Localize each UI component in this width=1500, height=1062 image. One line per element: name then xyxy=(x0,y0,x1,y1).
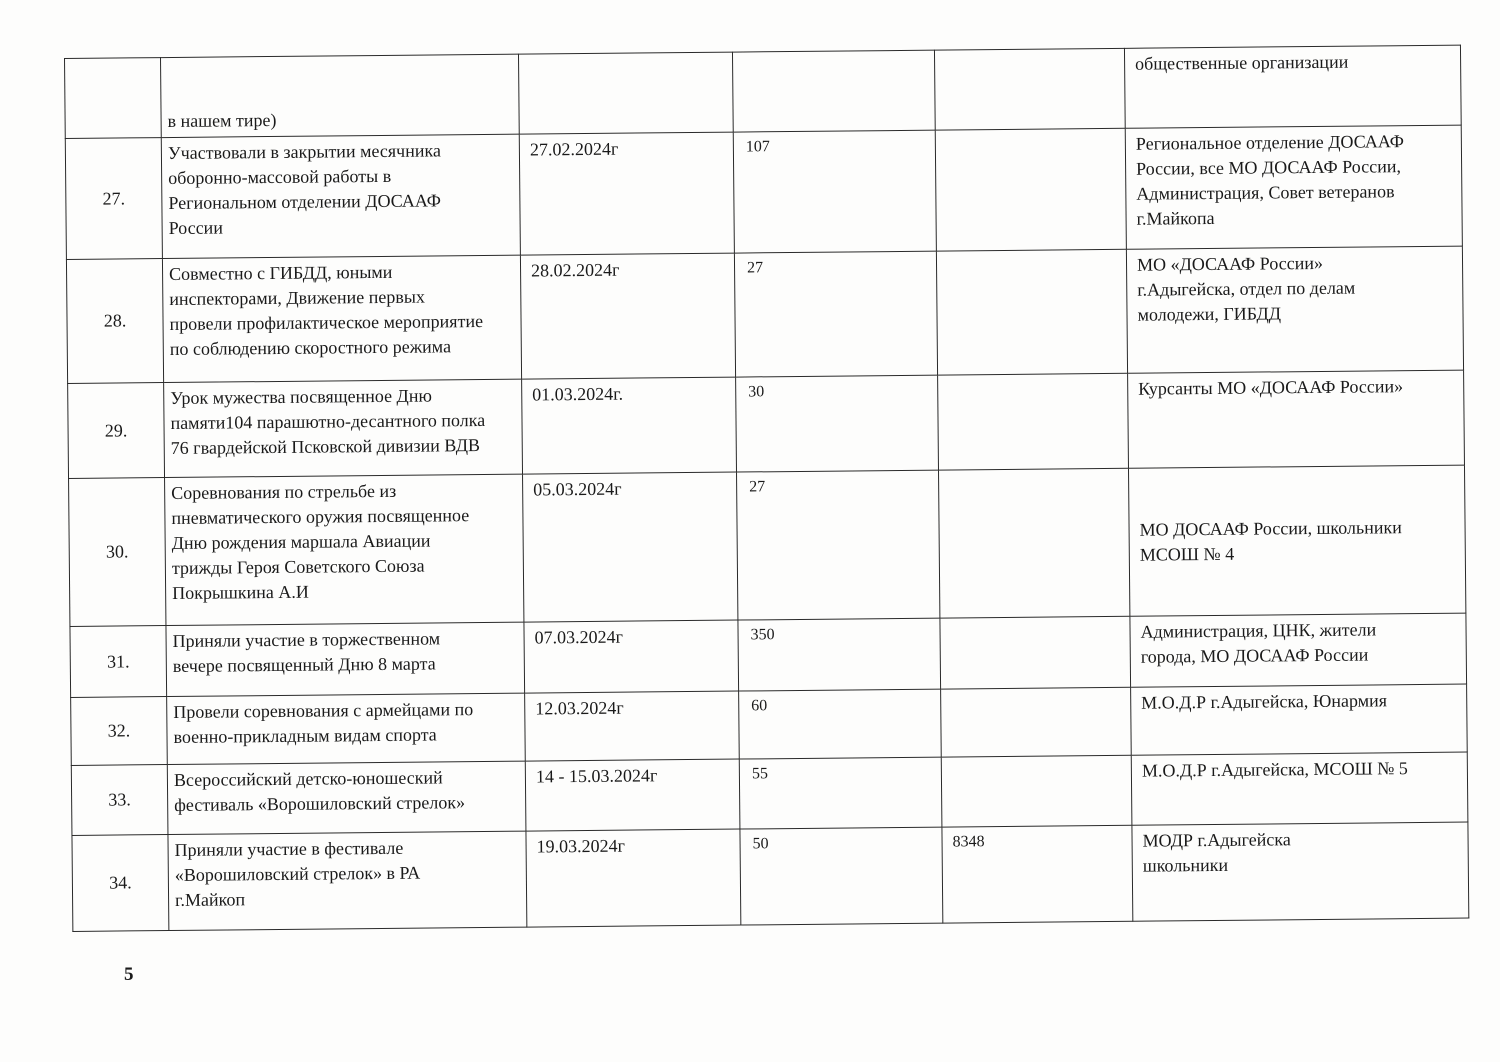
organization-line: Администрация, Совет ветеранов xyxy=(1136,181,1395,204)
event-description-cell xyxy=(161,134,520,258)
events-table-body xyxy=(65,45,1469,931)
event-line: трижды Героя Советского Союза xyxy=(171,555,425,578)
event-line: Приняли участие в фестивале xyxy=(174,837,404,860)
participants-count-cell: 27 xyxy=(734,251,937,377)
participants-count-cell xyxy=(732,50,935,132)
event-description-cell xyxy=(167,693,526,764)
event-line: инспекторами, Движение первых xyxy=(169,286,426,309)
page-number: 5 xyxy=(124,964,134,985)
event-line: военно-прикладным видам спорта xyxy=(173,724,437,747)
organization-line: Администрация, ЦНК, жители xyxy=(1140,619,1377,642)
events-table xyxy=(64,45,1469,932)
event-description-cell xyxy=(165,474,524,625)
event-line: по соблюдению скоростного режима xyxy=(169,336,452,359)
row-number-cell: 34. xyxy=(72,835,169,932)
date-cell: 19.03.2024г xyxy=(526,829,741,927)
date-cell: 27.02.2024г xyxy=(519,132,734,255)
extra-value-cell xyxy=(935,128,1126,251)
table-row xyxy=(71,752,1468,835)
row-number-cell: 30. xyxy=(69,478,166,627)
organization-line: Региональное отделение ДОСААФ xyxy=(1135,131,1405,154)
organizations-cell xyxy=(1132,822,1469,921)
organizations-cell xyxy=(1124,45,1461,128)
event-line: Провели соревнования с армейцами по xyxy=(173,699,474,722)
organization-line: молодежи, ГИБДД xyxy=(1137,303,1282,325)
extra-value-cell xyxy=(938,373,1129,470)
organization-line: М.О.Д.Р г.Адыгейска, Юнармия xyxy=(1141,690,1388,713)
event-line: Региональном отделении ДОСААФ xyxy=(168,190,442,214)
extra-value-cell: 8348 xyxy=(942,825,1133,923)
table-row xyxy=(72,822,1469,931)
organizations-cell xyxy=(1125,125,1462,249)
event-description-cell xyxy=(164,379,523,477)
event-line: вечере посвященный Дню 8 марта xyxy=(172,653,436,676)
organizations-cell xyxy=(1131,752,1468,825)
event-line: пневматического оружия посвященное xyxy=(171,505,470,528)
organization-line: школьники xyxy=(1142,854,1229,876)
organizations-cell xyxy=(1131,684,1468,755)
event-line: 76 гвардейской Псковской дивизии ВДВ xyxy=(170,435,481,458)
event-description-cell xyxy=(168,831,527,930)
event-line: фестиваль «Ворошиловский стрелок» xyxy=(174,792,466,815)
event-line: Урок мужества посвященное Дню xyxy=(170,385,432,408)
organization-line: г.Майкопа xyxy=(1136,207,1215,229)
organizations-cell xyxy=(1130,613,1467,687)
table-row xyxy=(66,246,1463,383)
event-line: г.Майкоп xyxy=(174,889,246,910)
event-description-cell xyxy=(162,255,521,382)
date-cell: 28.02.2024г xyxy=(520,253,735,379)
extra-value-cell xyxy=(940,616,1131,689)
organization-line: города, МО ДОСААФ России xyxy=(1140,644,1369,667)
table-row xyxy=(68,370,1465,478)
date-cell: 01.03.2024г. xyxy=(522,377,737,474)
participants-count-cell: 27 xyxy=(737,470,940,620)
event-line: России xyxy=(168,217,223,239)
row-number-cell: 33. xyxy=(71,765,168,836)
organizations-cell xyxy=(1126,246,1463,373)
organization-line: МОДР г.Адыгейска xyxy=(1142,829,1291,851)
extra-value-cell xyxy=(941,687,1132,757)
row-number-cell: 32. xyxy=(71,697,168,766)
organization-line: г.Адыгейска, отдел по делам xyxy=(1137,277,1356,300)
extra-value-cell xyxy=(941,755,1132,827)
event-line: оборонно-массовой работы в xyxy=(168,165,392,189)
event-description-cell xyxy=(166,622,525,696)
date-cell: 14 - 15.03.2024г xyxy=(525,759,740,831)
event-description-cell xyxy=(167,761,526,834)
participants-count-cell: 55 xyxy=(739,757,942,829)
organization-line: России, все МО ДОСААФ России, xyxy=(1136,156,1401,179)
row-number-cell: 28. xyxy=(66,259,163,384)
organization-line: МО ДОСААФ России, школьники xyxy=(1139,516,1402,540)
extra-value-cell xyxy=(938,468,1129,618)
table-row-continuation xyxy=(65,45,1462,138)
row-number-cell: 27. xyxy=(65,138,162,260)
event-line: Приняли участие в торжественном xyxy=(172,628,441,651)
table-row xyxy=(65,125,1462,259)
participants-count-cell: 60 xyxy=(739,689,942,759)
organization-line: МСОШ № 4 xyxy=(1139,543,1235,565)
event-line: Совместно с ГИБДД, юными xyxy=(168,261,393,285)
organizations-cell xyxy=(1128,370,1465,468)
event-line: Покрышкина А.И xyxy=(172,581,309,603)
event-description-cell xyxy=(161,54,520,137)
organization-line: общественные организации xyxy=(1135,51,1349,74)
participants-count-cell: 107 xyxy=(733,130,936,253)
organization-line: Курсанты МО «ДОСААФ России» xyxy=(1138,376,1404,399)
date-cell: 05.03.2024г xyxy=(523,472,738,622)
organizations-cell xyxy=(1128,465,1465,616)
event-line: «Ворошиловский стрелок» в РА xyxy=(174,862,421,885)
participants-count-cell: 350 xyxy=(738,618,941,691)
event-line: Дню рождения маршала Авиации xyxy=(171,530,431,553)
date-cell: 12.03.2024г xyxy=(525,691,740,761)
date-cell: 07.03.2024г xyxy=(524,620,739,693)
row-number-cell: 29. xyxy=(68,383,165,479)
event-line: провели профилактическое мероприятие xyxy=(169,310,484,334)
table-row xyxy=(69,465,1466,626)
organization-line: МО «ДОСААФ России» xyxy=(1136,252,1324,275)
row-number-cell xyxy=(65,58,162,139)
extra-value-cell xyxy=(934,48,1125,130)
participants-count-cell: 50 xyxy=(740,827,943,925)
table-row xyxy=(70,613,1467,697)
event-line: в нашем тире) xyxy=(167,109,277,132)
event-line: Участвовали в закрытии месячника xyxy=(167,140,442,164)
event-line: Соревнования по стрельбе из xyxy=(171,480,397,503)
event-line: Всероссийский детско-юношеский xyxy=(173,767,443,790)
event-line: памяти104 парашютно-десантного полка xyxy=(170,409,486,433)
date-cell xyxy=(518,52,733,134)
participants-count-cell: 30 xyxy=(736,375,939,472)
extra-value-cell xyxy=(936,249,1127,375)
organization-line: М.О.Д.Р г.Адыгейска, МСОШ № 5 xyxy=(1141,758,1408,781)
row-number-cell: 31. xyxy=(70,626,167,698)
